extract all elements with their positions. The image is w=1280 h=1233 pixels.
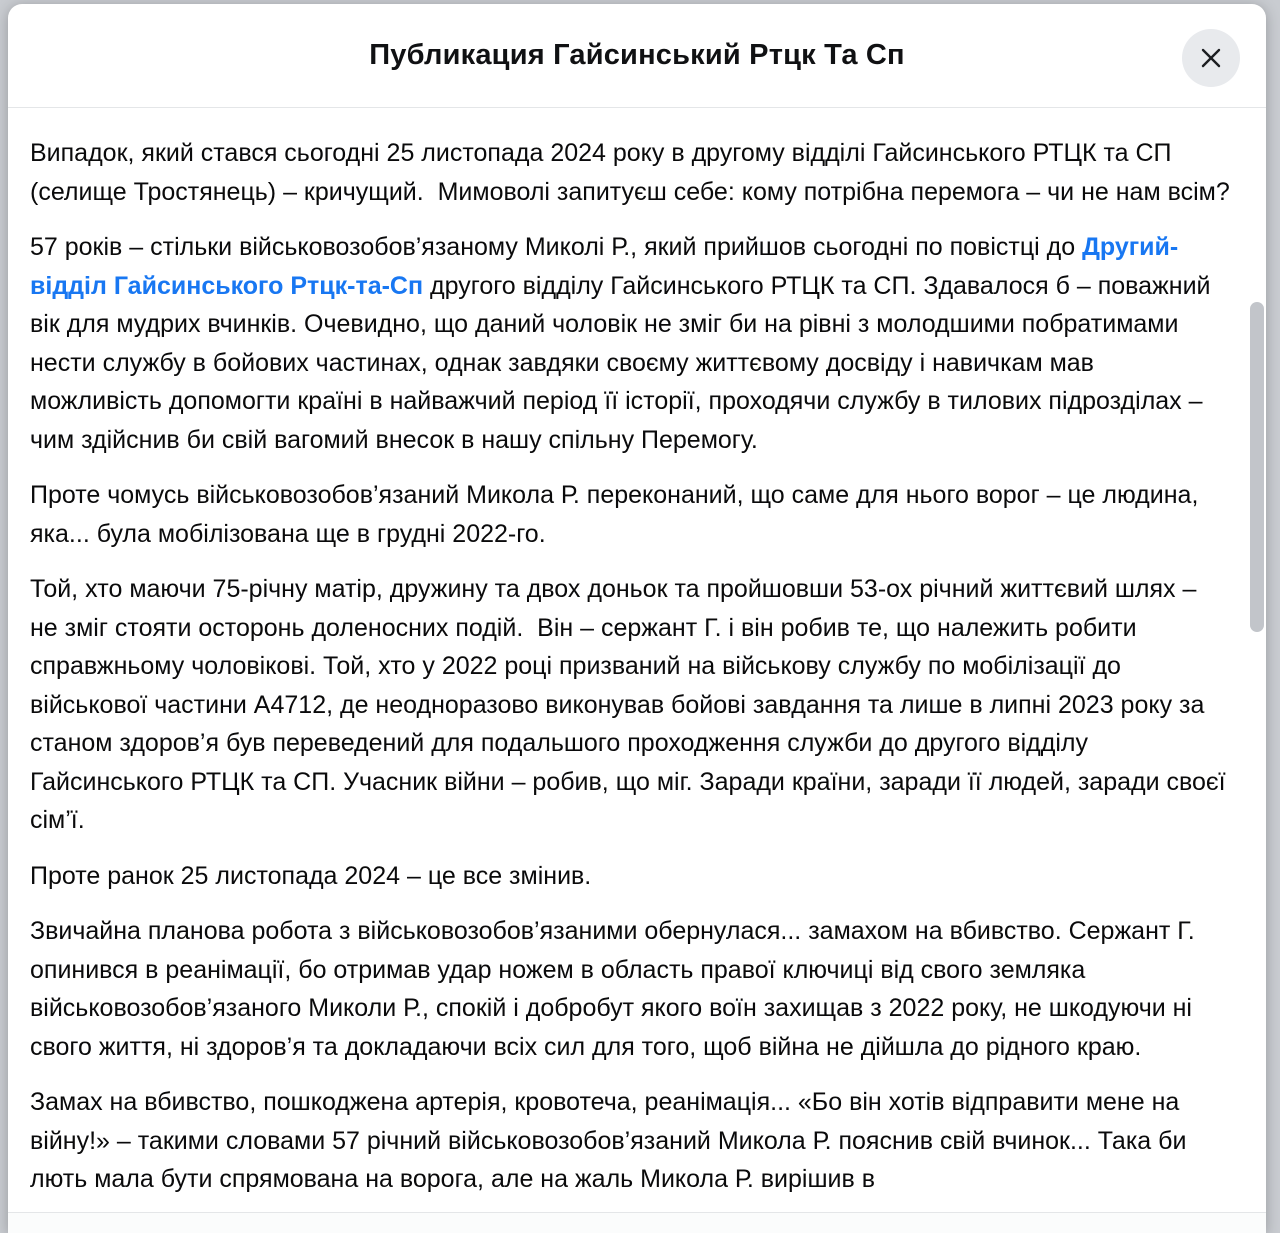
post-paragraph-4: Той, хто маючи 75-річну матір, дружину та двох доньок та пройшовши 53-ох річний життєвий шлях – не зміг стояти осторонь доленосних подій. Він – сержант Г. і він робив те, що належить робити справжньому чоловікові. Той, хто у 2022 році призваний на військову службу по мобілізації до військової частини А4712, де неодноразово виконував бойові завдання та лише в липні 2023 року за станом здоров’я був переведений для подальшого проходження служби до другого відділу Гайсинського РТЦК та СП. Учасник війни – робив, що міг. Заради країни, заради її людей, заради своєї сім’ї. — [30, 575, 1233, 834]
close-icon — [1199, 46, 1223, 70]
post-modal — [8, 4, 1266, 1233]
scrollbar-thumb[interactable] — [1250, 302, 1264, 632]
paragraph-text: 57 років – стільки військовозобов’язаному Миколі Р., який прийшов сьогодні по повістці до — [30, 233, 1083, 261]
profile-link[interactable]: Другий-відділ Гайсинського Ртцк-та-Сп — [30, 233, 1179, 300]
post-paragraph-6: Звичайна планова робота з військовозобов’язаними обернулася... замахом на вбивство. Сержант Г. опинився в реанімації, бо отримав удар ножем в область правої ключиці від свого земляка військовозобов’язаного Миколи Р., спокій і добробут якого воїн захищав з 2022 року, не шкодуючи ні свого життя, ні здоров’я та докладаючи всіх сил для того, щоб війна не дійшла до рідного краю. — [30, 917, 1202, 1061]
post-paragraph-1: Випадок, який стався сьогодні 25 листопада 2024 року в другому відділі Гайсинського РТЦК та СП (селище Тростянець) – кричущий. Мимоволі запитуєш себе: кому потрібна перемога – чи не нам всім? — [30, 139, 1230, 206]
post-content — [8, 108, 1266, 1212]
modal-footer — [8, 1212, 1266, 1233]
modal-header — [8, 4, 1266, 108]
post-paragraph-5: Проте ранок 25 листопада 2024 – це все змінив. — [30, 861, 592, 890]
post-paragraph-2 — [30, 228, 1230, 459]
paragraph-text: другого відділу Гайсинського РТЦК та СП. Здавалося б – поважний вік для мудрих вчинків. Очевидно, що даний чоловік не зміг би на рівні з молодшими побратимами нести службу в бойових частинах, однак завдяки своєму життєвому досвіду і навичкам мав можливість допомогти країні в найважчий період її історії, проходячи службу в тилових підрозділах – чим здійснив би свій вагомий внесок в нашу спільну Перемогу. — [30, 271, 1218, 454]
close-button[interactable] — [1182, 29, 1240, 87]
post-paragraph-3: Проте чомусь військовозобов’язаний Микола Р. переконаний, що саме для нього ворог – це людина, яка... була мобілізована ще в грудні 2022-го. — [30, 481, 1206, 548]
post-paragraph-7: Замах на вбивство, пошкоджена артерія, кровотеча, реанімація... «Бо він хотів відправити мене на війну!» – такими словами 57 річний військовозобов’язаний Микола Р. пояснив свій вчинок... Така би лють мала бути спрямована на ворога, але на жаль Микола Р. вирішив в — [30, 1088, 1194, 1193]
modal-title: Публикация Гайсинський Ртцк Та Сп — [369, 39, 905, 71]
